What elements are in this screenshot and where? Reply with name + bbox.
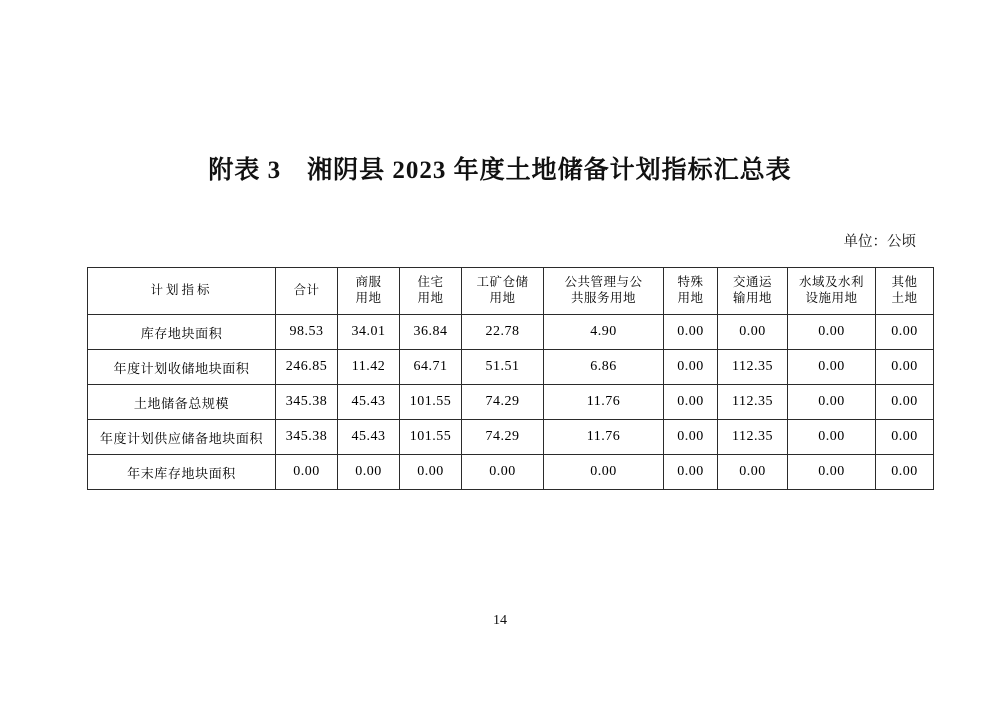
table-cell: 0.00 [400,455,462,490]
page-title-prefix: 附表 3 [208,157,282,184]
table-cell: 0.00 [664,315,718,350]
table-cell: 4.90 [544,315,664,350]
table-cell: 45.43 [338,420,400,455]
row-label: 土地储备总规模 [88,385,276,420]
table-body [88,315,934,490]
table-cell: 0.00 [876,455,934,490]
page-number: 14 [493,613,507,628]
table-cell: 74.29 [462,385,544,420]
table-row [88,315,934,350]
column-header-residential: 住宅 用地 [400,268,462,315]
table-cell: 0.00 [664,350,718,385]
column-header-industrial: 工矿仓储 用地 [462,268,544,315]
table-cell: 0.00 [876,420,934,455]
page-title-main: 湘阴县 2023 年度土地储备计划指标汇总表 [307,157,792,184]
table-cell: 45.43 [338,385,400,420]
table-cell: 0.00 [664,420,718,455]
table-row [88,455,934,490]
table-cell: 0.00 [788,455,876,490]
unit-note: 单位：公顷 [843,234,916,250]
table-cell: 74.29 [462,420,544,455]
row-label: 年度计划收储地块面积 [88,350,276,385]
table-cell: 112.35 [718,350,788,385]
table-cell: 101.55 [400,420,462,455]
table-cell: 34.01 [338,315,400,350]
column-header-public-service: 公共管理与公 共服务用地 [544,268,664,315]
table-cell: 0.00 [718,315,788,350]
column-header-transport: 交通运 输用地 [718,268,788,315]
column-header-other: 其他 土地 [876,268,934,315]
table-cell: 0.00 [664,455,718,490]
table-cell: 112.35 [718,420,788,455]
table-cell: 6.86 [544,350,664,385]
table-cell: 0.00 [338,455,400,490]
table-cell: 0.00 [276,455,338,490]
table-cell: 36.84 [400,315,462,350]
column-header-total: 合计 [276,268,338,315]
column-header-indicator: 计划指标 [88,268,276,315]
table-cell: 0.00 [544,455,664,490]
table-cell: 345.38 [276,420,338,455]
table-cell: 11.76 [544,420,664,455]
table-cell: 101.55 [400,385,462,420]
table-row [88,385,934,420]
table-cell: 11.76 [544,385,664,420]
row-label: 年末库存地块面积 [88,455,276,490]
table-header [88,268,934,315]
table-cell: 0.00 [788,350,876,385]
table-cell: 22.78 [462,315,544,350]
table-cell: 0.00 [788,420,876,455]
table-cell: 0.00 [876,350,934,385]
table-cell: 0.00 [462,455,544,490]
table-container [87,267,918,490]
column-header-water: 水域及水利 设施用地 [788,268,876,315]
table-cell: 0.00 [664,385,718,420]
table-cell: 51.51 [462,350,544,385]
row-label: 库存地块面积 [88,315,276,350]
land-reserve-table [87,267,934,490]
table-header-row [88,268,934,315]
table-cell: 0.00 [788,385,876,420]
table-cell: 345.38 [276,385,338,420]
column-header-commercial: 商服 用地 [338,268,400,315]
table-cell: 11.42 [338,350,400,385]
table-cell: 112.35 [718,385,788,420]
table-cell: 0.00 [876,315,934,350]
page-title [0,0,1000,186]
row-label: 年度计划供应储备地块面积 [88,420,276,455]
column-header-special: 特殊 用地 [664,268,718,315]
table-cell: 0.00 [876,385,934,420]
table-cell: 0.00 [718,455,788,490]
table-row [88,350,934,385]
table-cell: 246.85 [276,350,338,385]
table-cell: 0.00 [788,315,876,350]
table-cell: 64.71 [400,350,462,385]
table-row [88,420,934,455]
table-cell: 98.53 [276,315,338,350]
